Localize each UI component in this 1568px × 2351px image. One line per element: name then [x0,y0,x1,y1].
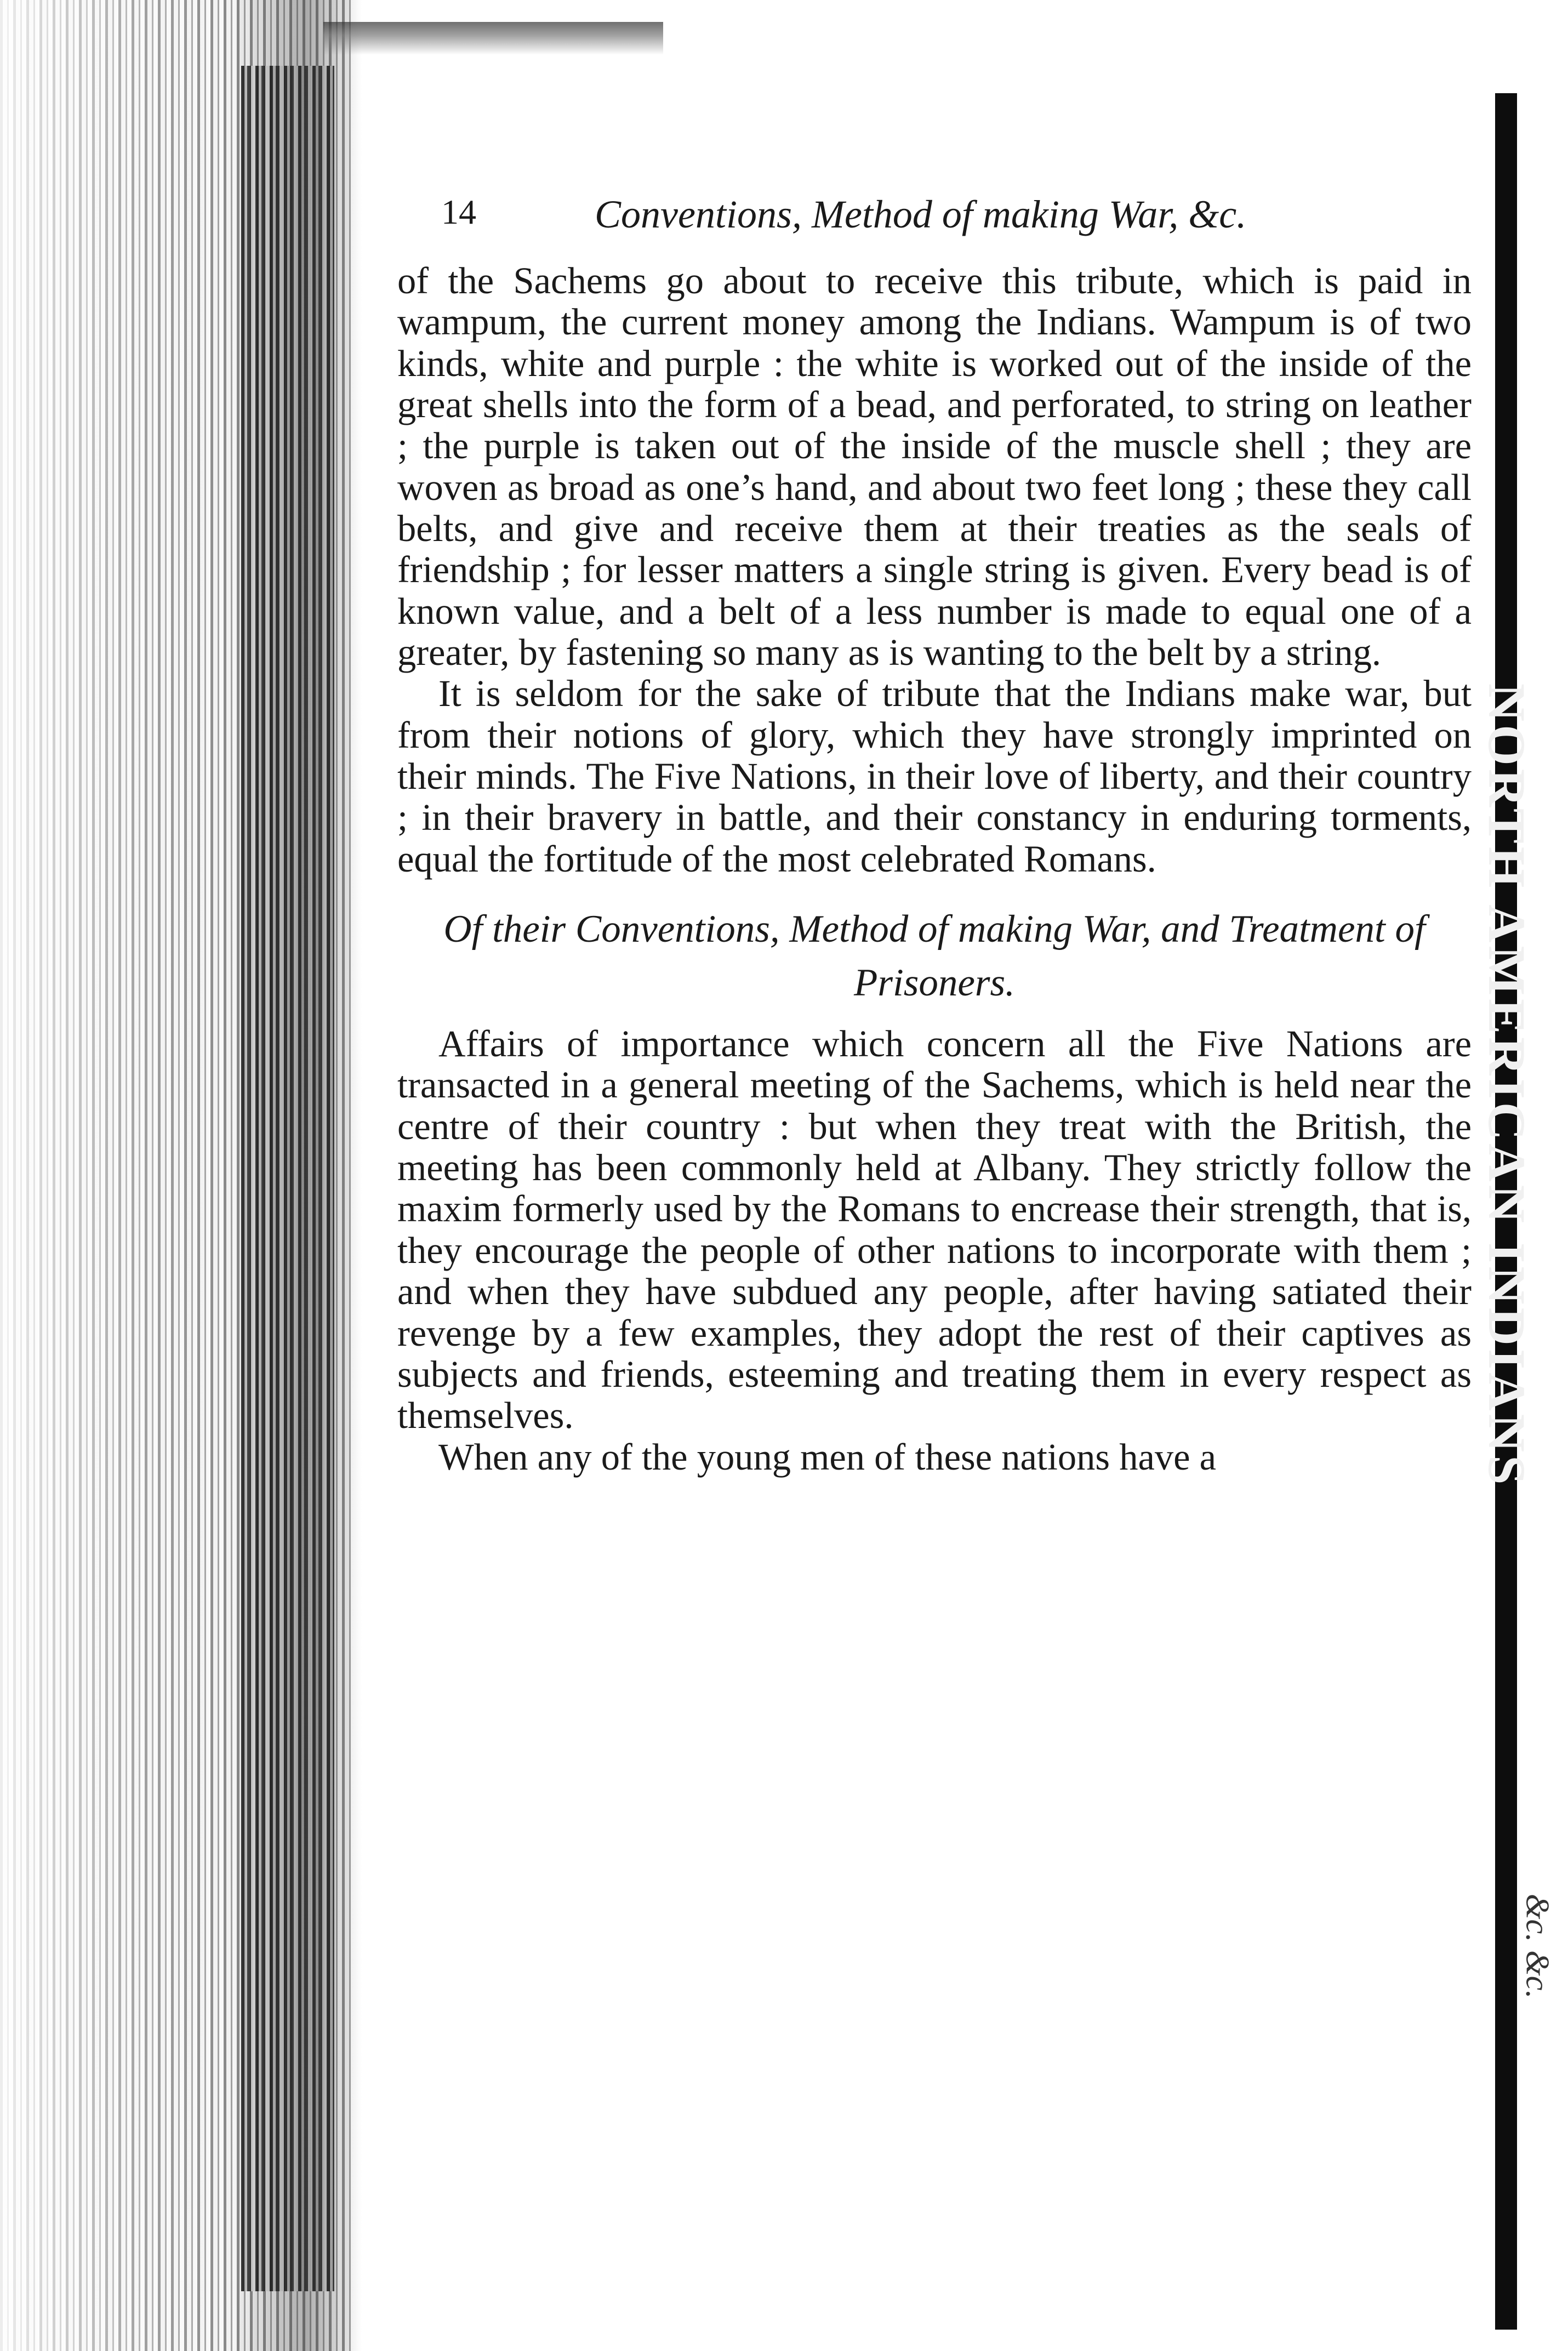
spine-title-text: NORTH AMERICAN INDIANS [1478,683,1537,1488]
binding-fade [0,0,362,2351]
paragraph-4: When any of the young men of these nations have a [438,1436,1217,1478]
page-number: 14 [441,192,476,231]
paragraph-3: Affairs of importance which concern all the Five Nations are transacted in a general meeting of the Sachems, which is held near the centre of their country : but when they treat with the British, the meeting has been commonly held at Albany. They strictly follow the maxim formerly used by the Romans to encrease their strength, that is, they encourage the people of other nations to incorporate with them ; and when they have subdued any people, after having satiated their revenge by a few examples, they adopt the rest of their captives as subjects and friends, esteeming and treating them in every respect as themselves. [397,1023,1472,1437]
margin-note [1521,1875,1554,2017]
running-head: Conventions, Method of making War, &c. [595,192,1247,236]
paragraph-2: It is seldom for the sake of tribute that the Indians make war, but from their notions of glory, which they have strongly imprinted on their minds. The Five Nations, in their love of liberty, and their country ; in their bravery in battle, and their constancy in enduring torments, equal the fortitude of the most celebrated Romans. [397,673,1472,880]
scan-smudge [323,22,663,55]
spine-title [1478,683,1537,1488]
margin-note-text: &c. &c. [1519,1893,1556,1999]
page-header [441,192,1472,252]
paragraph-1: of the Sachems go about to receive this tribute, which is paid in wampum, the current money among the Indians. Wampum is of two kinds, white and purple : the white is worked out of the inside of the great shells into the form of a bead, and perforated, to string on leather ; the purple is taken out of the inside of the muscle shell ; they are woven as broad as one’s hand, and about two feet long ; these they call belts, and give and receive them at their treaties as the seals of friendship ; for lesser matters a single string is given. Every bead is of known value, and a belt of a less number is made to equal one of a greater, by fastening so many as is wanting to the belt by a string. [397,260,1472,674]
page-body [397,260,1472,1478]
section-heading: Of their Conventions, Method of making War, and Treatment of Prisoners. [443,908,1426,1005]
